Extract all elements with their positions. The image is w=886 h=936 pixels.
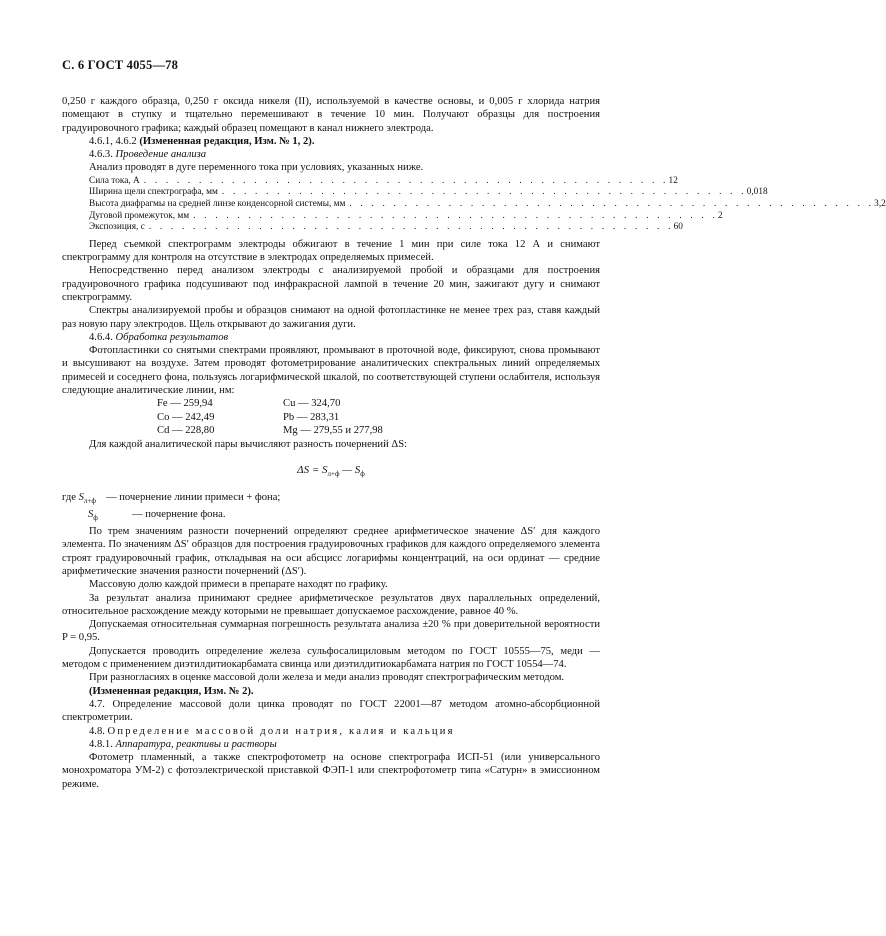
condition-value: 60 (673, 222, 683, 233)
section-title: Определение массовой доли натрия, калия и кальция (107, 725, 455, 737)
condition-value: 2 (718, 210, 723, 221)
section-4-8-heading (62, 725, 600, 738)
conditions-intro: Анализ проводят в дуге переменного тока при условиях, указанных ниже. (89, 162, 424, 174)
leader-dots: . . . . . . . . . . . . . . . . . . . . . . . . . . . . . . . . . . . . . . . . . . . . . . . . (148, 222, 674, 233)
paragraph-mass-fraction: Массовую долю каждой примеси в препарате находят по графику. (89, 579, 388, 591)
paragraph-iron-copper: Допускается проводить определение железа сульфосалициловым методом по ГОСТ 10555—75, меди — методом с применением диэтилдитиокарбамата свинца или диэтилдитиокарбамата натрия по ГОСТ 10554—74. (62, 645, 600, 671)
where-word: где (62, 491, 76, 503)
leader-dots: . . . . . . . . . . . . . . . . . . . . . . . . . . . . . . . . . . . . . . . . . . . . . . . . (221, 187, 747, 198)
paragraph-dispute: При разногласиях в оценке массовой доли железа и меди анализ проводят спектрографическим методом. (89, 672, 565, 684)
condition-value: 12 (668, 175, 678, 186)
paragraph-pair: Для каждой аналитической пары вычисляют разность почернений ΔS: (89, 439, 408, 451)
section-4-6-4-heading (62, 331, 600, 344)
legend-row: где $S_{л+ф}$ — почернение линии примеси + фона; (62, 491, 281, 505)
condition-label: Сила тока, А (89, 175, 140, 186)
section-4-8-1-heading (62, 738, 600, 751)
paragraph-error: Допускаемая относительная суммарная погрешность результата анализа ±20 % при доверительной вероятности P = 0,95. (62, 619, 600, 644)
condition-row (89, 198, 886, 211)
analytic-lines-table (157, 397, 600, 437)
condition-label: Высота диафрагмы на средней линзе конденсорной системы, мм (89, 198, 346, 209)
amendment-note: (Измененная редакция, Изм. № 1, 2). (139, 135, 315, 147)
analytic-line: Cd — 228,80 (157, 424, 215, 436)
section-number: 4.6.4. (89, 331, 113, 343)
section-number: 4.6.3. (89, 149, 113, 161)
paragraph-intro: 0,250 г каждого образца, 0,250 г оксида никеля (II), используемой в качестве основы, и 0,005 г хлорида натрия помещают в ступку и тщательно перемешивают в течение 10 мин. Получают образцы для построения градуировочного графика; каждый образец помещают в канал нижнего электрода. (62, 96, 600, 134)
section-4-6-1 (62, 135, 600, 148)
condition-row (89, 210, 723, 223)
analytic-lines-row (157, 411, 600, 424)
paragraph-spectra: Спектры анализируемой пробы и образцов снимают на одной фотопластинке не менее трех раз, ставя каждый раз новую пару электродов. Щель открывают до зажигания дуги. (62, 305, 600, 330)
condition-label: Экспозиция, с (89, 222, 145, 233)
section-title: Аппаратура, реактивы и растворы (115, 738, 277, 750)
legend-row: $S_ф$ — почернение фона. (88, 508, 226, 522)
analytic-lines-row (157, 397, 600, 410)
leader-dots: . . . . . . . . . . . . . . . . . . . . . . . . . . . . . . . . . . . . . . . . . . . . . . . . (143, 175, 669, 186)
conditions-list (89, 175, 886, 234)
leader-dots: . . . . . . . . . . . . . . . . . . . . . . . . . . . . . . . . . . . . . . . . . . . . . . . . (349, 198, 875, 209)
condition-value: 0,018 (746, 187, 768, 198)
section-number: 4.8. (89, 725, 105, 737)
density-difference-formula: $\Delta S = S_{л+ф}$ — $S_ф$ (297, 463, 365, 478)
analytic-line: Co — 242,49 (157, 411, 215, 423)
section-number: 4.6.1, 4.6.2 (89, 135, 137, 147)
analytic-line: Fe — 259,94 (157, 398, 213, 410)
condition-row (89, 187, 768, 199)
paragraph-three-values: По трем значениям разности почернений определяют среднее арифметическое значение ΔS′ для каждого элемента. По значениям ΔS′ образцов для построения градуировочных графиков для каждого определяемого элемента строят градуировочный график, откладывая на оси абсцисс логарифмы концентраций, на оси ординат — средние арифметические значения разности почернений (ΔS′). (62, 526, 600, 577)
paragraph-4-7: 4.7. Определение массовой доли цинка проводят по ГОСТ 22001—87 методом атомно-абсорбционной спектрометрии. (62, 698, 600, 724)
paragraph-photometer: Фотометр пламенный, а также спектрофотометр на основе спектрографа ИСП-51 (или универсального монохроматора УМ-2) с фотоэлектрической приставкой ФЭП-1 или спектрофотометр типа «Сатурн» в эмиссионном режиме. (62, 752, 600, 790)
section-4-6-3-heading (62, 148, 600, 161)
legend-text: — почернение фона. (132, 508, 226, 520)
paragraph-result: За результат анализа принимают среднее арифметическое результатов двух параллельных определений, относительное расхождение между которыми не превышает допускаемое расхождение, равное 40 %. (62, 592, 600, 617)
paragraph-ir-drying: Непосредственно перед анализом электроды с анализируемой пробой и образцами для построения градуировочного графика подсушивают под инфракрасной лампой в течение 20 мин, зажигают дугу и снимают спектрограмму. (62, 265, 600, 303)
condition-row (89, 222, 683, 234)
amendment-note-2: (Измененная редакция, Изм. № 2). (89, 685, 254, 697)
document-page (62, 58, 886, 791)
legend-text: — почернение линии примеси + фона; (106, 491, 281, 503)
condition-label: Ширина щели спектрографа, мм (89, 187, 218, 198)
section-number: 4.8.1. (89, 738, 113, 750)
paragraph-plates: Фотопластинки со снятыми спектрами проявляют, промывают в проточной воде, фиксируют, снова промывают и высушивают на воздухе. Затем проводят фотометрирование аналитических спектральных линий определяемых примесей и соседнего фона, пользуясь логарифмической шкалой, по соответствующей ступени ослабителя, используя следующие аналитические линии, нм: (62, 345, 600, 397)
section-title: Проведение анализа (115, 149, 207, 161)
condition-row (89, 175, 678, 188)
paragraph-burn: Перед съемкой спектрограмм электроды обжигают в течение 1 мин при силе тока 12 А и снимают спектрограмму для контроля на отсутствие в электродах определяемых примесей. (62, 238, 600, 264)
condition-value: 3,2 (874, 198, 886, 209)
condition-label: Дуговой промежуток, мм (89, 210, 190, 221)
analytic-line: Cu — 324,70 (283, 398, 341, 410)
page-header: С. 6 ГОСТ 4055—78 (62, 58, 179, 72)
analytic-lines-row (157, 424, 600, 437)
analytic-line: Pb — 283,31 (283, 411, 340, 423)
analytic-line: Mg — 279,55 и 277,98 (283, 424, 383, 436)
leader-dots: . . . . . . . . . . . . . . . . . . . . . . . . . . . . . . . . . . . . . . . . . . . . . . . . (193, 210, 719, 221)
formula-legend (62, 491, 600, 526)
section-title: Обработка результатов (115, 331, 229, 343)
